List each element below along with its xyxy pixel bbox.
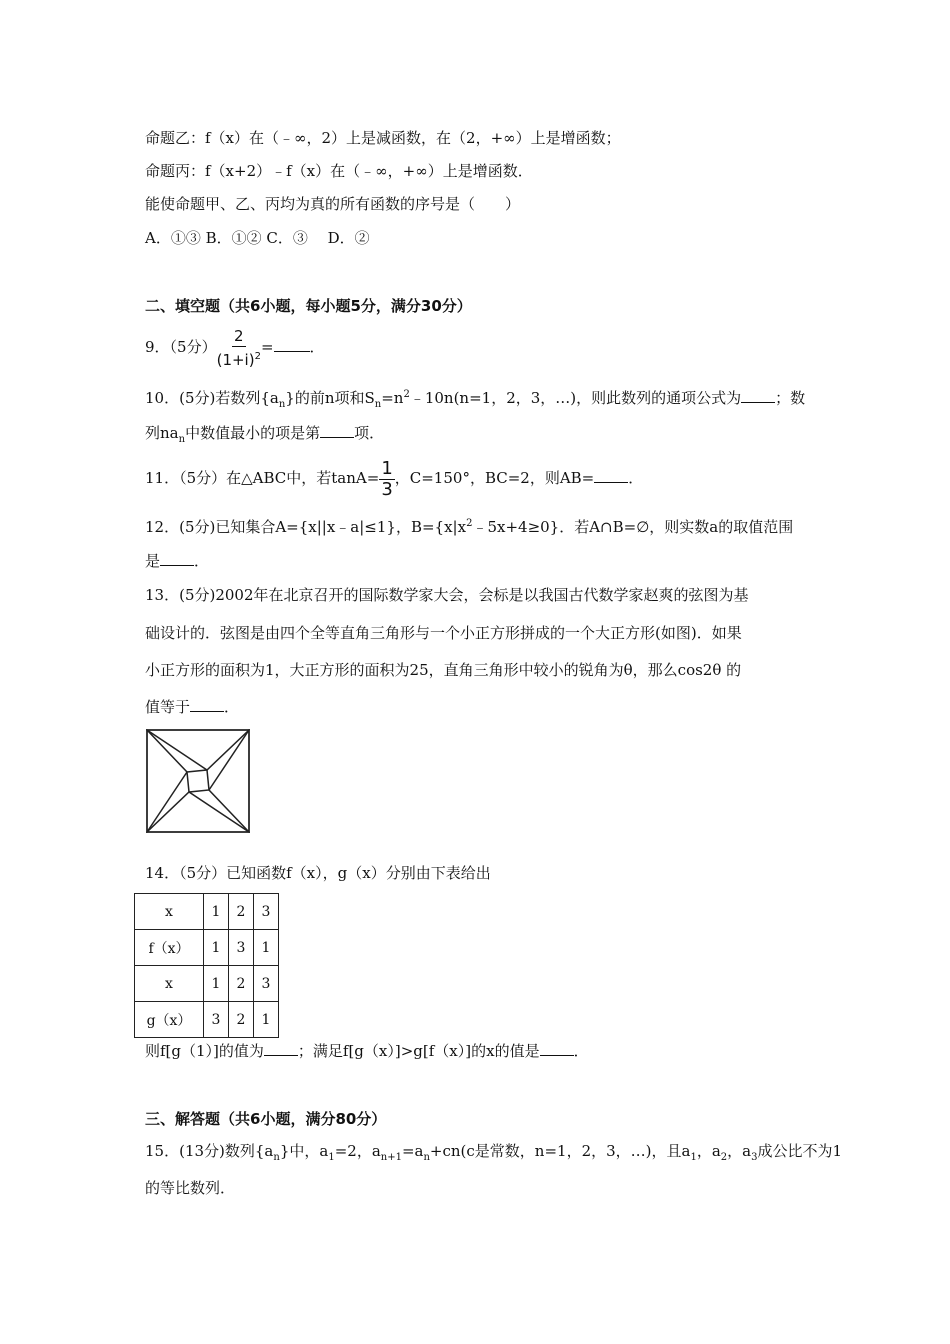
q15-text: =2，a	[334, 1142, 381, 1160]
section-2-title: 二、填空题（共6小题，每小题5分，满分30分）	[145, 297, 472, 315]
q10-sup: 2	[403, 389, 410, 400]
q15-sub: n	[423, 1152, 430, 1163]
q15-line-1	[145, 1140, 842, 1169]
table-cell: 2	[229, 966, 254, 1002]
q10-sub: n	[374, 399, 382, 410]
q15-line-2: 的等比数列．	[145, 1179, 236, 1197]
q10-line-1	[145, 384, 805, 416]
q15-sub: n	[273, 1152, 280, 1163]
q11-answer-blank[interactable]	[594, 467, 628, 483]
q11-prefix: 11．（5分）在△ABC中，若tanA=	[145, 469, 380, 487]
table-row	[135, 966, 279, 1002]
q11-numerator: 1	[381, 457, 393, 479]
q9-suffix: =	[260, 338, 274, 356]
q12-text: ．	[194, 552, 210, 570]
q9	[145, 326, 325, 370]
q14-text: 14．（5分）已知函数f（x），g（x）分别由下表给出	[145, 864, 491, 882]
q13-text: ．	[224, 698, 240, 716]
table-cell: x	[135, 894, 204, 930]
table-cell: x	[135, 966, 204, 1002]
q15-text: ，a	[727, 1142, 752, 1160]
q9-numerator: 2	[234, 327, 244, 345]
q14-text: 则f[g（1）]的值为	[145, 1042, 264, 1060]
q15-sub: n+1	[380, 1152, 402, 1163]
table-cell: 3	[254, 966, 279, 1002]
q9-end: ．	[309, 338, 325, 356]
table-cell: 2	[229, 894, 254, 930]
q13-line-2: 础设计的．弦图是由四个全等直角三角形与一个小正方形拼成的一个大正方形(如图)．如果	[145, 624, 742, 642]
q12-text: 是	[145, 552, 161, 570]
q10-text: 10．(5分)若数列{a	[145, 389, 279, 407]
table-cell: g（x）	[135, 1002, 204, 1038]
q12-answer-blank[interactable]	[160, 550, 194, 566]
q10-text: 中数值最小的项是第	[185, 424, 321, 442]
q14-answer-blank-1[interactable]	[264, 1040, 298, 1056]
q8-prop-bing: 命题丙：f（x+2）﹣f（x）在（﹣∞，+∞）上是增函数．	[145, 162, 533, 180]
q13-line-1: 13．(5分)2002年在北京召开的国际数学家大会，会标是以我国古代数学家赵爽的弦图为基	[145, 586, 749, 604]
q15-text: 成公比不为1	[757, 1142, 843, 1160]
q10-answer-blank-1[interactable]	[741, 387, 775, 403]
table-row	[135, 930, 279, 966]
q13-line-3: 小正方形的面积为1，大正方形的面积为25，直角三角形中较小的锐角为θ，那么cos2θ 的	[145, 661, 742, 679]
q15-text: +cn(c是常数，n=1，2，3，…)，且a	[429, 1142, 691, 1160]
q10-text: ；数	[775, 389, 806, 407]
function-table	[134, 893, 279, 1038]
q8-question: 能使命题甲、乙、丙均为真的所有函数的序号是（ ）	[145, 195, 521, 213]
table-cell: 3	[229, 930, 254, 966]
table-cell: 1	[204, 894, 229, 930]
q12-text: ﹣5x+4≥0}．若A∩B=∅，则实数a的取值范围	[472, 518, 794, 536]
table-cell: f（x）	[135, 930, 204, 966]
q15-sub: 3	[751, 1152, 758, 1163]
q9-fraction	[217, 326, 261, 370]
q8-prop-yi: 命题乙：f（x）在（﹣∞，2）上是减函数，在（2，+∞）上是增函数；	[145, 129, 621, 147]
table-cell: 1	[254, 1002, 279, 1038]
q8-options: A．①③ B．①② C．③ D．②	[145, 229, 370, 247]
q15-text: }中，a	[279, 1142, 329, 1160]
q12-sup: 2	[466, 518, 473, 529]
table-cell: 1	[204, 930, 229, 966]
q14-answer-blank-2[interactable]	[540, 1040, 574, 1056]
triangle-bottom	[147, 792, 249, 832]
table-cell: 3	[254, 894, 279, 930]
triangle-left	[147, 730, 187, 832]
q10-text: =n	[381, 389, 404, 407]
table-row	[135, 894, 279, 930]
q10-line-2	[145, 422, 384, 451]
q9-prefix: 9．（5分）	[145, 338, 217, 356]
q12-text: 12．(5分)已知集合A={x||x﹣a|≤1}，B={x|x	[145, 518, 467, 536]
q11-fraction	[379, 459, 394, 500]
xian-diagram	[146, 729, 250, 833]
q9-answer-blank[interactable]	[274, 336, 310, 352]
table-cell: 3	[204, 1002, 229, 1038]
q10-text: ﹣10n(n=1，2，3，…)，则此数列的通项公式为	[409, 389, 742, 407]
q15-text: ，a	[696, 1142, 721, 1160]
section-3-title: 三、解答题（共6小题，满分80分）	[145, 1110, 387, 1128]
q15-text: =a	[401, 1142, 424, 1160]
q9-denominator-exp: 2	[254, 351, 261, 362]
q13-text: 值等于	[145, 698, 191, 716]
q10-text: 列na	[145, 424, 179, 442]
triangle-top	[147, 730, 249, 770]
q12-line-2	[145, 550, 209, 572]
q15-text: 15．(13分)数列{a	[145, 1142, 274, 1160]
triangle-right	[209, 730, 249, 832]
q14-after	[145, 1040, 589, 1062]
q10-text: 项．	[354, 424, 385, 442]
table-cell: 2	[229, 1002, 254, 1038]
q11	[145, 456, 643, 500]
q11-denominator: 3	[381, 478, 393, 500]
table-row	[135, 1002, 279, 1038]
q15-sub: 1	[328, 1152, 335, 1163]
table-cell: 1	[254, 930, 279, 966]
q10-sub: n	[178, 434, 186, 445]
q13-line-4	[145, 696, 239, 718]
q10-text: }的前n项和S	[285, 389, 375, 407]
q10-sub: n	[278, 399, 286, 410]
inner-square	[187, 770, 209, 792]
q15-sub: 1	[690, 1152, 697, 1163]
q15-sub: 2	[720, 1152, 728, 1163]
q14-text: ．	[573, 1042, 589, 1060]
q11-end: ．	[628, 469, 644, 487]
table-cell: 1	[204, 966, 229, 1002]
q11-suffix: ，C=150°，BC=2，则AB=	[394, 469, 595, 487]
q14-text: ；满足f[g（x）]>g[f（x）]的x的值是	[297, 1042, 540, 1060]
q12-line-1	[145, 513, 793, 538]
q9-denominator: (1+i)	[216, 351, 255, 369]
q10-answer-blank-2[interactable]	[320, 422, 354, 438]
q13-answer-blank[interactable]	[190, 696, 224, 712]
